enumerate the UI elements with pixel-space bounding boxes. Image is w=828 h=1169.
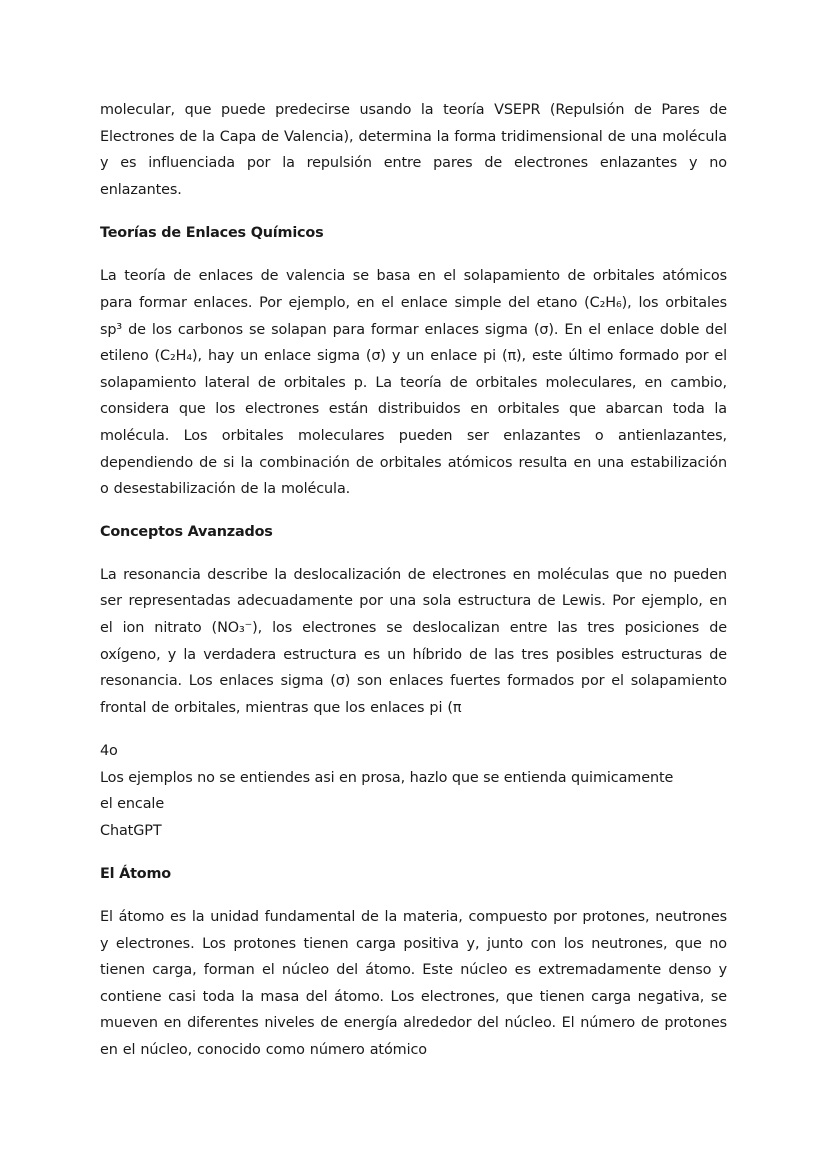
user-message-line-2: el encale <box>100 796 165 813</box>
section-heading-atom: El Átomo <box>100 865 171 882</box>
intro-paragraph: molecular, que puede predecirse usando la teoría VSEPR (Repulsión de Pares de Electrones de la Capa de Valencia), determina la forma tridimensional de una molécula y es influenciada por la repulsión entre pares de electrones enlazantes y no enlazantes. <box>100 102 727 198</box>
section-heading-advanced-concepts: Conceptos Avanzados <box>100 523 273 540</box>
document-page <box>100 97 727 1063</box>
chat-transcript <box>100 738 727 844</box>
section-body-atom: El átomo es la unidad fundamental de la materia, compuesto por protones, neutrones y electrones. Los protones tienen carga positiva y, junto con los neutrones, que no tienen carga, forman el núcleo del átomo. Este núcleo es extremadamente denso y contiene casi toda la masa del átomo. Los electrones, que tienen carga negativa, se mueven en diferentes niveles de energía alrededor del núcleo. El número de protones en el núcleo, conocido como número atómico <box>100 908 727 1058</box>
section-body-bond-theories: La teoría de enlaces de valencia se basa en el solapamiento de orbitales atómicos para formar enlaces. Por ejemplo, en el enlace simple del etano (C₂H₆), los orbitales sp³ de los carbonos se solapan para formar enlaces sigma (σ). En el enlace doble del etileno (C₂H₄), hay un enlace sigma (σ) y un enlace pi (π), este último formado por el solapamiento lateral de orbitales p. La teoría de orbitales moleculares, en cambio, considera que los electrones están distribuidos en orbitales que abarcan toda la molécula. Los orbitales moleculares pueden ser enlazantes o antienlazantes, dependiendo de si la combinación de orbitales atómicos resulta en una estabilización o desestabilización de la molécula. <box>100 268 727 498</box>
section-heading-bond-theories: Teorías de Enlaces Químicos <box>100 225 324 242</box>
user-message-line-1: Los ejemplos no se entiendes asi en prosa, hazlo que se entienda quimicamente <box>100 769 674 786</box>
section-body-advanced-concepts: La resonancia describe la deslocalización de electrones en moléculas que no pueden ser representadas adecuadamente por una sola estructura de Lewis. Por ejemplo, en el ion nitrato (NO₃⁻), los electrones se deslocalizan entre las tres posiciones de oxígeno, y la verdadera estructura es un híbrido de las tres posibles estructuras de resonancia. Los enlaces sigma (σ) son enlaces fuertes formados por el solapamiento frontal de orbitales, mientras que los enlaces pi (π <box>100 566 727 716</box>
assistant-label: ChatGPT <box>100 822 162 839</box>
model-label: 4o <box>100 743 118 760</box>
